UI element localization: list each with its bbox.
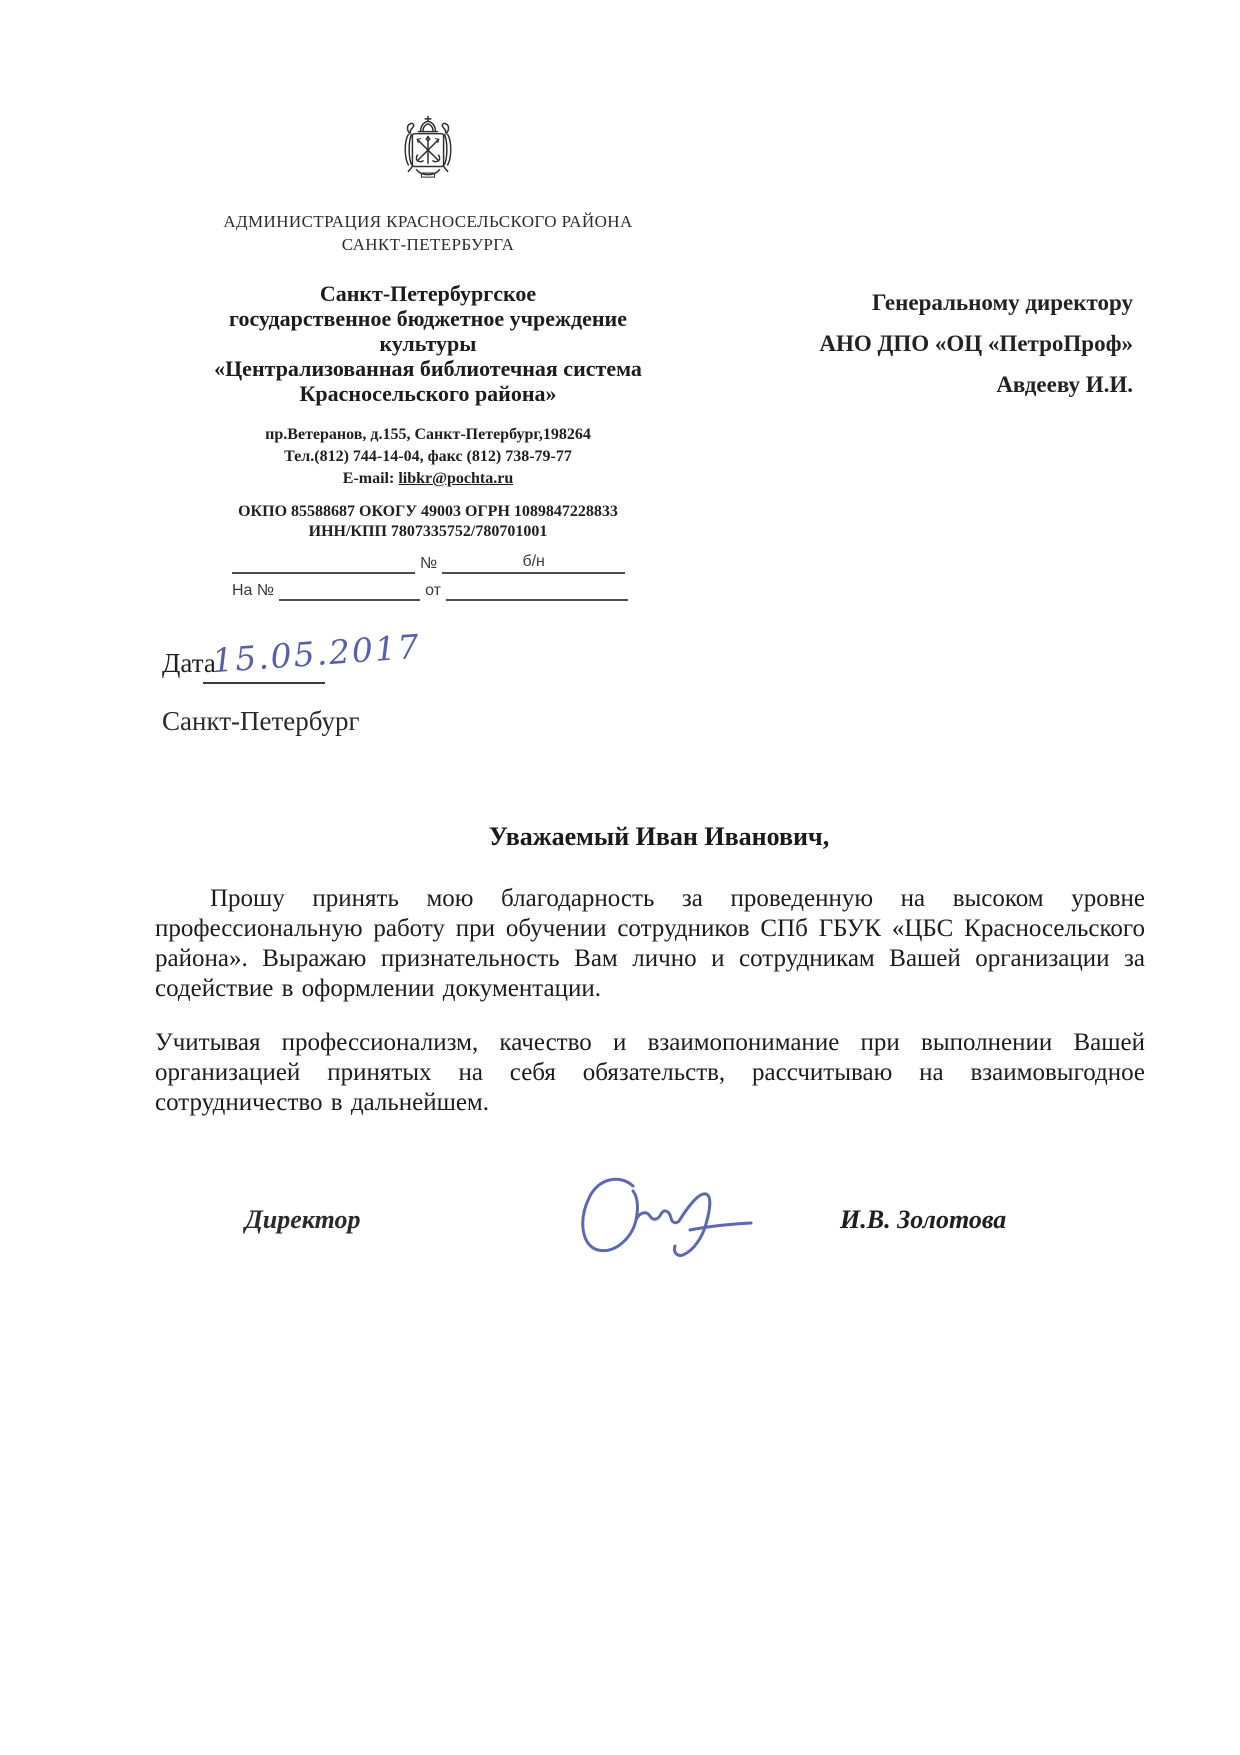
email-label: E-mail:: [342, 470, 395, 487]
handwritten-signature-icon: [520, 1158, 760, 1318]
addressee-name: Авдееву И.И.: [996, 372, 1133, 397]
blank-line: [279, 579, 420, 601]
date-underline: [203, 682, 325, 684]
contact-block: [160, 424, 696, 490]
city-label: Санкт-Петербург: [162, 706, 360, 736]
addressee-block: [819, 282, 1133, 405]
letterhead: [160, 112, 696, 606]
inn-kpp-line: ИНН/КПП 7807335752/780701001: [308, 523, 548, 540]
organization-name-line: культуры: [379, 331, 477, 356]
number-value: б/н: [442, 552, 625, 574]
addressee-position: Генеральному директору: [872, 290, 1133, 315]
blank-line: [446, 579, 628, 601]
addressee-organization: АНО ДПО «ОЦ «ПетроПроф»: [819, 331, 1133, 356]
saint-petersburg-coat-of-arms-icon: [387, 112, 469, 198]
outgoing-number-row: [232, 552, 628, 574]
signer-title: Директор: [245, 1205, 361, 1234]
organization-name: [160, 281, 696, 406]
registration-codes: [160, 502, 696, 542]
reference-number-form: [232, 552, 628, 601]
phone-fax: Тел.(812) 744-14-04, факс (812) 738-79-77: [284, 448, 572, 465]
postal-address: пр.Ветеранов, д.155, Санкт-Петербург,198264: [265, 426, 591, 443]
organization-name-line: Санкт-Петербургское: [319, 281, 537, 306]
body-paragraph-1: Прошу принять мою благодарность за проведенную на высоком уровне профессиональную работу при обучении сотрудников СПб ГБУК «ЦБС Красносельского района». Выражаю признательность Вам лично и сотрудникам Вашей организации за содействие в оформлении документации.: [155, 885, 1145, 1002]
reply-to-label: На №: [232, 582, 275, 599]
organization-name-line: государственное бюджетное учреждение: [229, 306, 627, 331]
salutation: Уважаемый Иван Иванович,: [488, 822, 830, 851]
email-line: [160, 468, 696, 490]
administration-title: [160, 210, 696, 256]
organization-name-line: Красносельского района»: [299, 381, 557, 406]
administration-line2: САНКТ-ПЕТЕРБУРГА: [341, 235, 515, 254]
signer-name: И.В. Золотова: [840, 1205, 1007, 1234]
organization-name-line: «Централизованная библиотечная система: [214, 356, 642, 381]
number-label: №: [420, 555, 438, 572]
body-paragraph-2: Учитывая профессионализм, качество и взаимопонимание при выполнении Вашей организацией принятых на себя обязательств, рассчитываю на взаимовыгодное сотрудничество в дальнейшем.: [155, 1029, 1145, 1116]
reply-to-number-row: [232, 579, 628, 601]
date-label: Дата: [162, 648, 216, 678]
okpo-ogrn-line: ОКПО 85588687 ОКОГУ 49003 ОГРН 1089847228833: [238, 503, 618, 520]
handwritten-date: 15.05.2017: [210, 626, 423, 681]
from-date-label: от: [425, 582, 441, 599]
blank-line: [232, 552, 415, 574]
administration-line1: АДМИНИСТРАЦИЯ КРАСНОСЕЛЬСКОГО РАЙОНА: [223, 212, 633, 231]
email-address: libkr@pochta.ru: [398, 470, 514, 487]
